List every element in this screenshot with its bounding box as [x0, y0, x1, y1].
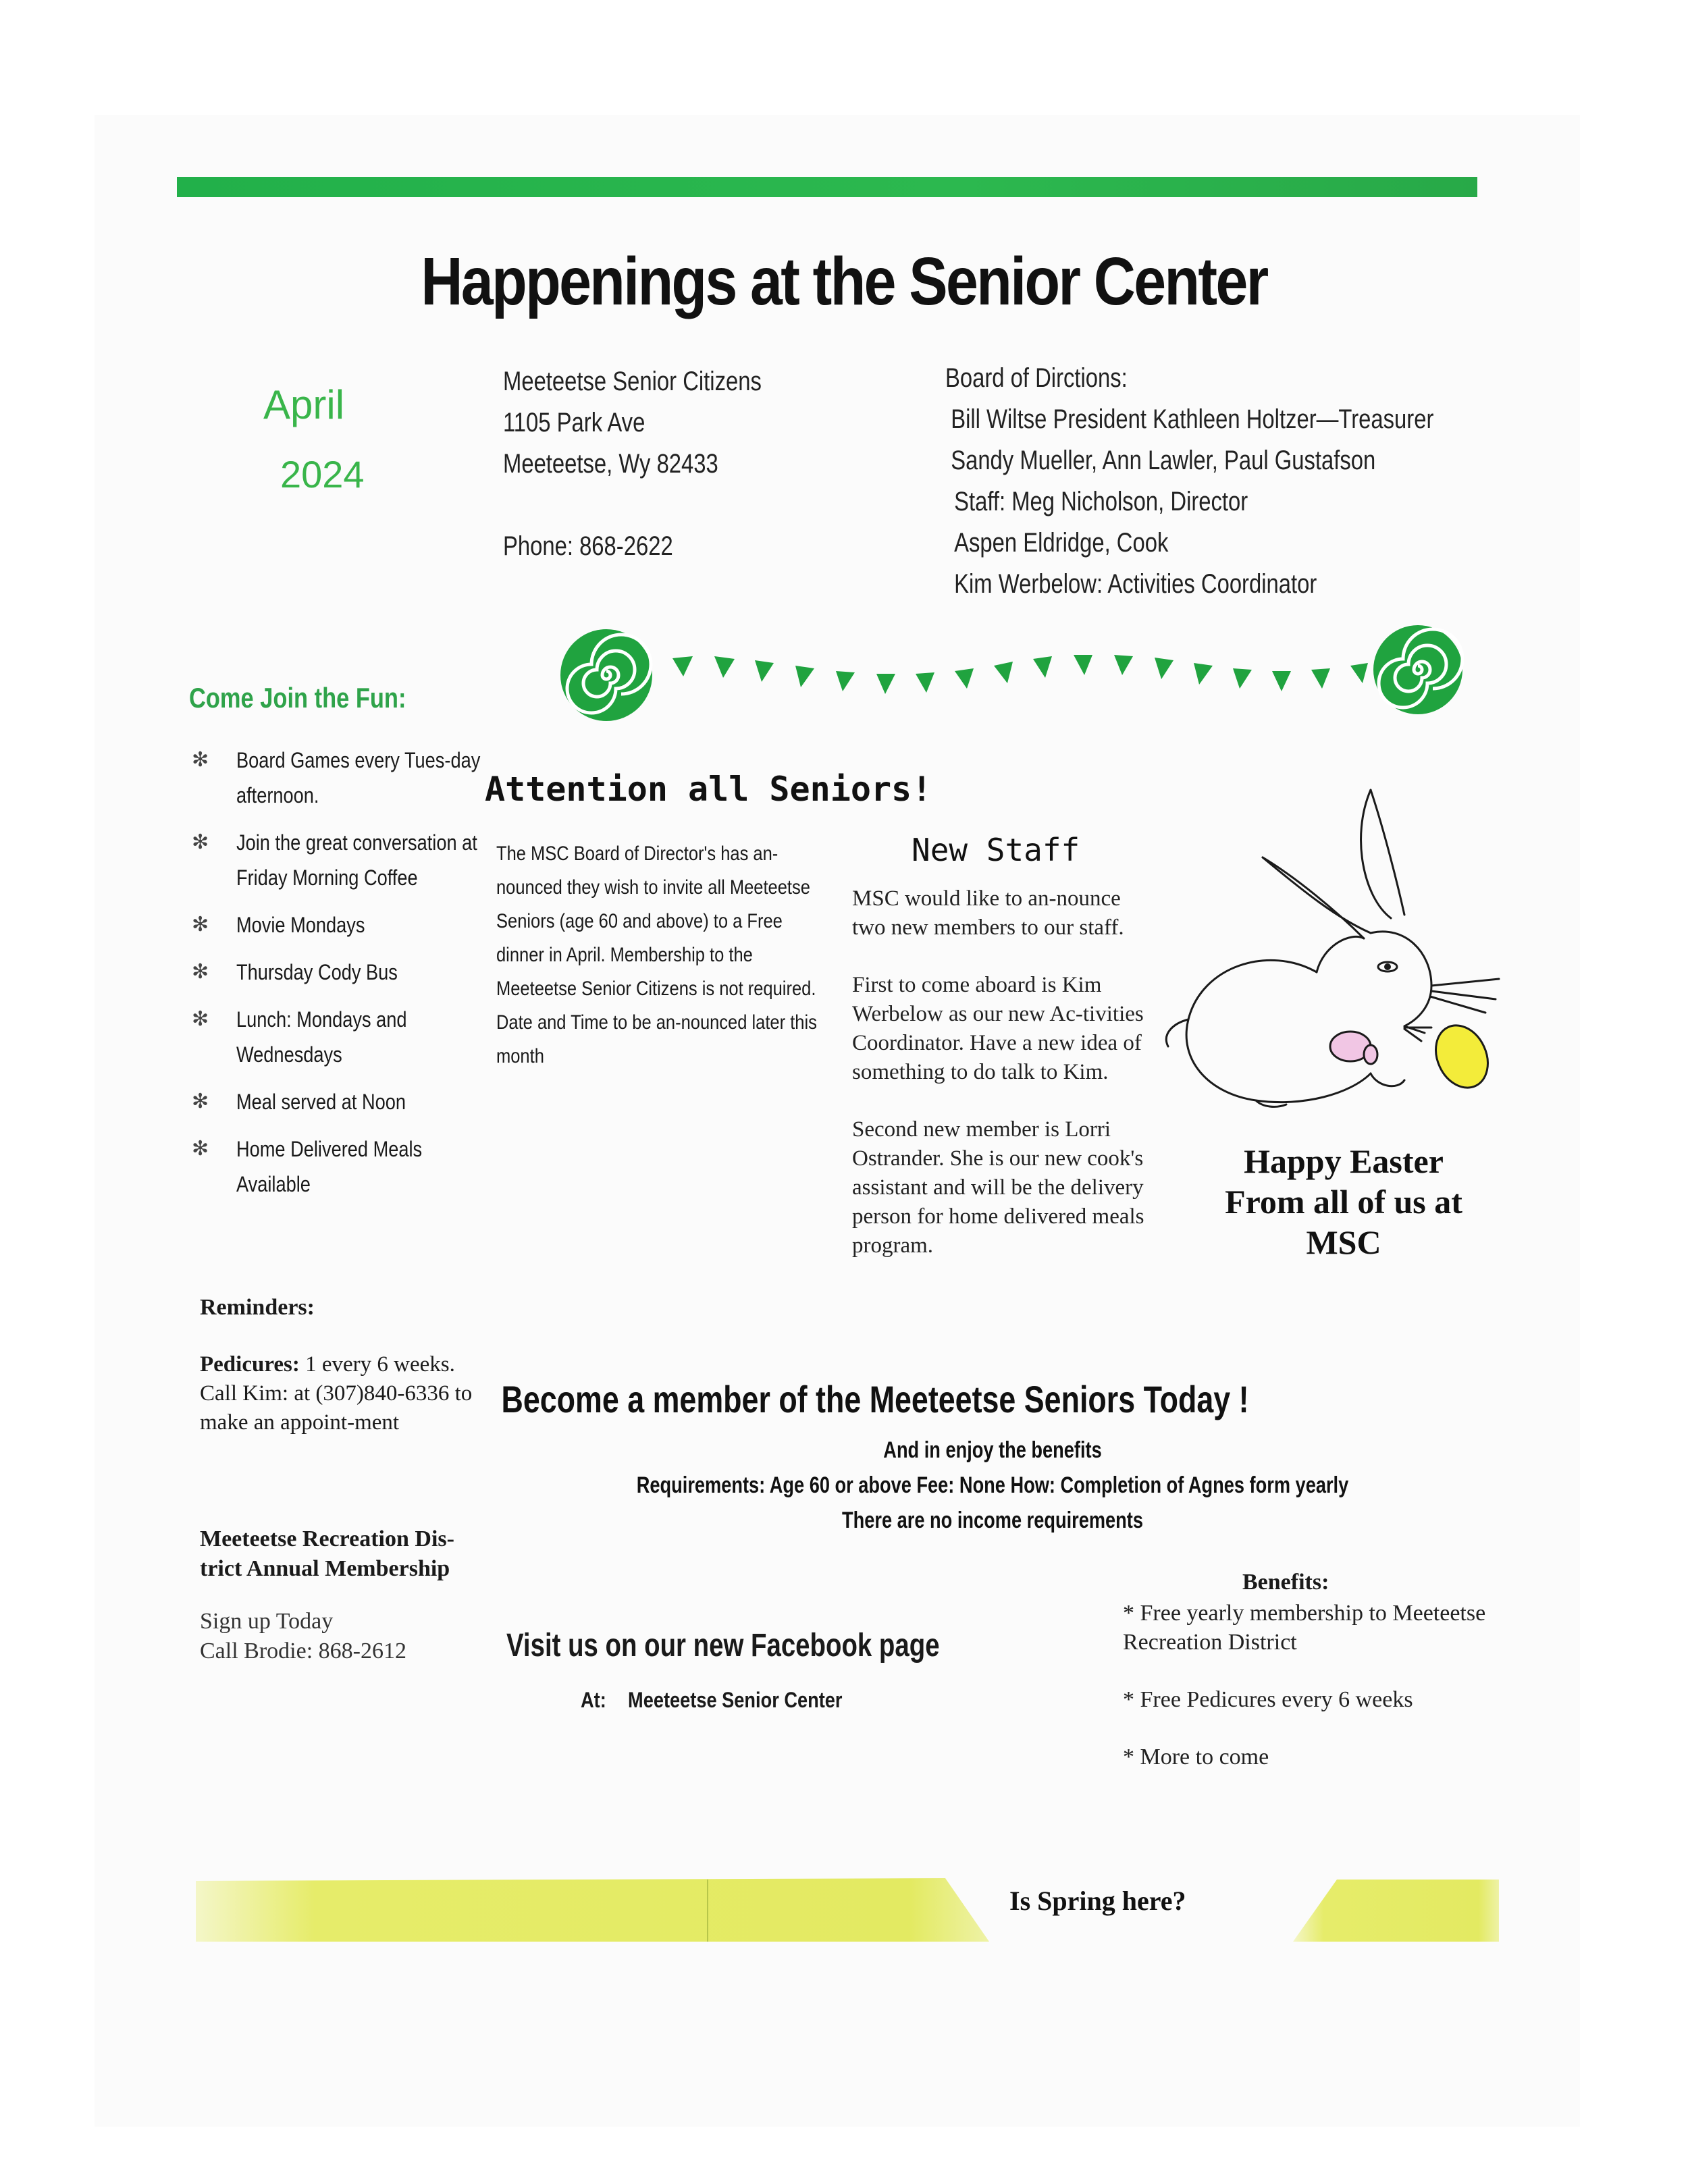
- staff-line-2: Aspen Eldridge, Cook: [954, 528, 1169, 558]
- swirl-pennant-banner: [559, 621, 1464, 729]
- membership-line-3: There are no income requirements: [842, 1508, 1143, 1533]
- newsletter-title: Happenings at the Senior Center: [421, 244, 1267, 319]
- pedicure-text: 1 every 6 weeks. Call Kim: at (307)840-6336 to make an appoint-ment: [200, 1352, 473, 1435]
- pedicure-label: Pedicures:: [200, 1352, 300, 1377]
- address-block: [503, 361, 762, 567]
- benefits-heading: Benefits:: [1242, 1570, 1329, 1595]
- list-item: ✻ Join the great conversation at Friday Morning Coffee: [189, 825, 473, 895]
- recreation-body: [200, 1607, 497, 1666]
- asterisk-bullet-icon: ✻: [192, 831, 209, 853]
- list-item: ✻ Meal served at Noon: [189, 1084, 473, 1119]
- easter-line-3: MSC: [1306, 1223, 1381, 1261]
- right-swirl-icon: [1373, 625, 1462, 714]
- list-item: ✻ Lunch: Mondays and Wednesdays: [189, 1002, 473, 1072]
- fun-heading: Come Join the Fun:: [189, 682, 406, 714]
- new-staff-heading: New Staff: [912, 832, 1080, 868]
- facebook-at-label: At:: [581, 1688, 606, 1712]
- board-heading: Board of Dirctions:: [945, 363, 1128, 393]
- list-item: * Free yearly membership to Meeteetse Recreation District: [1123, 1601, 1486, 1655]
- left-swirl-icon: [560, 629, 652, 721]
- recreation-heading: Meeteetse Recreation Dis-trict Annual Membership: [200, 1526, 454, 1581]
- asterisk-bullet-icon: ✻: [192, 1138, 209, 1160]
- list-item: ✻ Home Delivered Meals Available: [189, 1131, 473, 1202]
- asterisk-bullet-icon: ✻: [192, 961, 209, 983]
- issue-year: 2024: [280, 453, 365, 496]
- spring-banner: [196, 1877, 1499, 1944]
- issue-month: April: [263, 382, 345, 427]
- activities-list: [189, 743, 481, 1214]
- asterisk-bullet-icon: ✻: [192, 1090, 209, 1113]
- attention-body: The MSC Board of Director's has an-nounced they wish to invite all Meeteetse Seniors (age 60 and above) to a Free dinner in April. Membership to the Meeteetse Senior Citizens is not required. Date and Time to be an-nounced later this month: [496, 843, 817, 1067]
- membership-heading: Become a member of the Meeteetse Seniors Today !: [501, 1378, 1249, 1420]
- pennant-string-icon: [672, 655, 1368, 694]
- org-name: Meeteetse Senior Citizens: [503, 367, 762, 396]
- board-line-1: Bill Wiltse President Kathleen Holtzer—Treasurer: [951, 404, 1434, 434]
- recreation-line-2: Call Brodie: 868-2612: [200, 1639, 406, 1663]
- benefits-list: [1123, 1599, 1501, 1800]
- top-green-rule: [177, 177, 1477, 197]
- new-staff-paragraph-2: First to come aboard is Kim Werbelow as our new Ac-tivities Coordinator. Have a new idea of something to do talk to Kim.: [852, 973, 1144, 1084]
- asterisk-bullet-icon: ✻: [192, 913, 209, 936]
- facebook-page-name: Meeteetse Senior Center: [628, 1688, 843, 1712]
- asterisk-bullet-icon: ✻: [192, 1008, 209, 1030]
- city-state-zip: Meeteetse, Wy 82433: [503, 449, 718, 479]
- easter-line-2: From all of us at: [1225, 1183, 1462, 1221]
- staff-line-1: Staff: Meg Nicholson, Director: [954, 487, 1248, 516]
- list-item: ✻ Movie Mondays: [189, 907, 473, 942]
- easter-line-1: Happy Easter: [1244, 1142, 1444, 1180]
- phone-number: Phone: 868-2622: [503, 531, 673, 561]
- new-staff-paragraph-1: MSC would like to an-nounce two new members to our staff.: [852, 886, 1124, 940]
- list-item: * Free Pedicures every 6 weeks: [1123, 1687, 1413, 1712]
- recreation-line-1: Sign up Today: [200, 1609, 334, 1634]
- list-item: ✻ Thursday Cody Bus: [189, 955, 473, 990]
- spring-caption: Is Spring here?: [1009, 1886, 1186, 1916]
- new-staff-paragraph-3: Second new member is Lorri Ostrander. She is our new cook's assistant and will be the delivery person for home delivered meals program.: [852, 1117, 1144, 1258]
- reminders-heading: Reminders:: [200, 1295, 315, 1320]
- list-item: * More to come: [1123, 1744, 1269, 1769]
- facebook-page: [581, 1688, 843, 1713]
- facebook-heading: Visit us on our new Facebook page: [506, 1628, 940, 1663]
- membership-requirements: Requirements: Age 60 or above Fee: None How: Completion of Agnes form yearly: [636, 1472, 1349, 1498]
- easter-bunny-icon: [1148, 776, 1506, 1127]
- staff-line-3: Kim Werbelow: Activities Coordinator: [954, 569, 1317, 599]
- list-item: ✻ Board Games every Tues-day afternoon.: [189, 743, 473, 813]
- new-staff-body: [852, 884, 1156, 1289]
- board-block: [945, 358, 1433, 605]
- easter-greeting: [1188, 1141, 1499, 1262]
- street-address: 1105 Park Ave: [503, 408, 645, 437]
- membership-line-1: And in enjoy the benefits: [883, 1437, 1102, 1463]
- board-line-2: Sandy Mueller, Ann Lawler, Paul Gustafson: [951, 446, 1376, 475]
- attention-heading: Attention all Seniors!: [485, 770, 932, 809]
- asterisk-bullet-icon: ✻: [192, 749, 209, 771]
